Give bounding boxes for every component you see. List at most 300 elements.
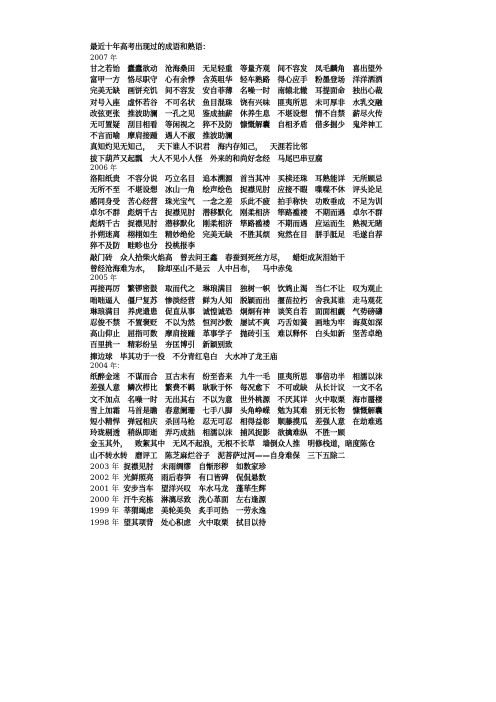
idiom: 炯炯有神	[240, 306, 270, 316]
year-label: 2003 年	[90, 461, 119, 471]
year-label: 2002 年	[90, 472, 119, 482]
idiom: 推波助澜	[202, 131, 233, 141]
idiom: 刚柔相济	[240, 207, 270, 217]
idiom-row	[90, 173, 480, 184]
idiom: 喋喋不休	[315, 185, 345, 195]
idiom: 差强人意	[315, 416, 345, 426]
idiom: 在劫难逃	[352, 416, 383, 426]
year-label: 1999 年	[90, 506, 119, 516]
idiom: 望其项背	[123, 517, 154, 527]
idiom: 琳琅满目	[90, 306, 120, 316]
idiom: 蠹蠹欲动	[127, 64, 158, 73]
idiom: 不足为训	[352, 196, 383, 206]
idiom: 春蚕到死丝方尽，	[225, 252, 285, 262]
idiom: 火中取栗	[198, 517, 229, 527]
idiom: 撺边球	[90, 351, 113, 361]
idiom: 大水冲了龙王庙	[225, 351, 278, 361]
idiom: 白头如新	[315, 329, 345, 339]
idiom-row	[90, 130, 480, 141]
idiom: 不分青红皂白	[172, 351, 218, 361]
idiom-row	[90, 252, 480, 263]
idiom: 耿耿于怀	[202, 383, 233, 393]
idiom: 繁费不羁	[165, 383, 195, 393]
idiom: 沧海桑田	[165, 64, 195, 73]
idiom: 鬼斧神工	[352, 119, 383, 129]
idiom: 情不自禁	[315, 108, 345, 118]
idiom: 无所不至	[90, 185, 120, 195]
idiom-row	[90, 63, 480, 74]
idiom-row	[90, 517, 480, 528]
idiom: 等量齐观	[240, 64, 270, 73]
idiom: 借多掘少	[315, 119, 345, 129]
idiom: 马尾巴串豆腐	[277, 153, 323, 163]
idiom-row	[90, 218, 480, 229]
idiom: 坚苦卓绝	[352, 329, 383, 339]
idiom: 揠苗拉朽	[277, 295, 308, 305]
idiom: 春意阑珊	[165, 405, 195, 415]
idiom: 忍俊不禁	[90, 317, 120, 327]
idiom: 不可或缺	[277, 383, 308, 393]
idiom: 稍纵即逝	[127, 428, 158, 438]
idiom: 名噪一时	[127, 394, 158, 404]
idiom: 真知灼见无知己，	[90, 142, 150, 152]
idiom: 顺藤摸瓜	[277, 416, 308, 426]
idiom: 得心应手	[277, 75, 308, 85]
idiom: 推波助澜	[127, 108, 158, 118]
idiom: 曾去问王鑫	[180, 252, 218, 262]
idiom: 美轮美奂	[161, 506, 191, 516]
idiom: 差强人意	[90, 383, 120, 393]
idiom-row	[90, 97, 480, 108]
idiom: 舍我其谁	[315, 295, 345, 305]
idiom: 天涯若比邻	[270, 142, 308, 152]
idiom: 轻车熟路	[240, 75, 270, 85]
idiom: 刚柔相济	[202, 218, 233, 228]
idiom: 毕其功于一役	[120, 351, 165, 361]
idiom: 捕风捉影	[240, 428, 270, 438]
idiom: 名噪一时	[240, 86, 270, 96]
idiom: 恪尽职守	[127, 75, 158, 85]
idiom: 精妙绝伦	[165, 230, 195, 240]
idiom: 明修栈道，暗度陈仓	[307, 439, 375, 449]
idiom: 诲莫如深	[352, 317, 383, 327]
idiom: 促直从事	[165, 306, 195, 316]
idiom: 毛遂自荐	[352, 230, 383, 240]
idiom-row	[90, 328, 480, 339]
idiom: 诚惶诚恐	[202, 306, 233, 316]
idiom: 墙倒众人推	[262, 439, 300, 449]
idiom: 含英咀华	[202, 75, 233, 85]
idiom: 恒河沙数	[202, 317, 233, 327]
idiom: 安步当车	[123, 484, 154, 494]
idiom: 冰山一角	[165, 185, 195, 195]
idiom-row	[90, 184, 480, 195]
idiom-row	[90, 382, 480, 393]
idiom: 畦畛也分	[127, 241, 158, 251]
idiom: 百里挑一	[90, 340, 120, 350]
idiom: 文不加点	[90, 394, 120, 404]
idiom: 有口皆碑	[198, 472, 229, 482]
idiom: 卓尔不群	[352, 207, 383, 217]
idiom: 不胜其烦	[240, 230, 270, 240]
idiom: 精彩纷呈	[127, 340, 158, 350]
idiom: 彪炳千古	[90, 218, 120, 228]
idiom: 扑朔迷离	[90, 230, 120, 240]
idiom: 匪夷所思	[277, 97, 308, 107]
idiom: 相濡以沫	[352, 372, 383, 382]
idiom-row	[90, 207, 480, 218]
idiom: 慷慨解囊	[240, 119, 270, 129]
idiom: 不可名状	[165, 97, 195, 107]
idiom: 走马观花	[352, 295, 383, 305]
idiom-row	[90, 405, 480, 416]
idiom: 气势磅礴	[352, 306, 383, 316]
idiom: 独树一帜	[240, 284, 270, 294]
idiom: 除却巫山不是云	[157, 263, 210, 273]
year-heading: 2007 年	[90, 53, 118, 62]
idiom: 雨后春笋	[161, 472, 191, 482]
idiom: 海市蜃楼	[352, 394, 383, 404]
idiom: 凤毛麟角	[315, 64, 345, 73]
idiom: 绘声绘色	[202, 185, 233, 195]
idiom: 熟视无睹	[352, 218, 383, 228]
idiom-row	[90, 505, 480, 516]
idiom: 革事学子	[202, 329, 233, 339]
idiom: 独出心裁	[352, 86, 383, 96]
idiom: 首当其冲	[240, 174, 270, 184]
idiom: 僵尸复苏	[127, 295, 158, 305]
idiom-row	[90, 153, 480, 164]
idiom: 自相矛盾	[277, 119, 308, 129]
idiom: 不期而遇	[315, 207, 345, 217]
idiom: 不堪设想	[277, 108, 308, 118]
idiom: 慷慨解囊	[352, 405, 383, 415]
idiom: 不厌其详	[277, 394, 308, 404]
idiom: 改弦更张	[90, 108, 120, 118]
idiom: 一念之差	[202, 196, 233, 206]
idiom: 自惭形秽	[198, 461, 229, 471]
idiom: 不期而遇	[277, 218, 308, 228]
idiom: 拭目以待	[236, 517, 266, 527]
idiom: 潜移默化	[202, 207, 233, 217]
idiom: 无出其右	[165, 394, 195, 404]
idiom: 巧立名目	[165, 174, 195, 184]
idiom: 纸醉金迷	[90, 372, 120, 382]
year-heading: 2006 年	[90, 163, 118, 172]
idiom: 新颖别致	[202, 340, 233, 350]
idiom-row	[90, 394, 480, 405]
idiom: 欲擒难纵	[277, 428, 308, 438]
idiom: 繁锣密鼓	[127, 284, 158, 294]
idiom: 再接再厉	[90, 284, 120, 294]
idiom: 取而代之	[165, 284, 195, 294]
idiom: 水乳交融	[352, 97, 383, 107]
idiom: 淋漓尽致	[161, 495, 191, 505]
idiom-row	[90, 108, 480, 119]
idiom: 巧舌如簧	[277, 317, 308, 327]
idiom: 难以释怀	[277, 329, 308, 339]
idiom: 忍无可忍	[202, 416, 233, 426]
idiom: 摩肩接踵	[127, 131, 158, 141]
idiom: 不言而喻	[90, 131, 120, 141]
idiom: 猝不及防	[90, 241, 120, 251]
idiom-row	[90, 483, 480, 494]
idiom-row	[90, 74, 480, 85]
idiom: 粉墨登场	[315, 75, 345, 85]
idiom: 如数家珍	[236, 461, 266, 471]
idiom: 筚路褴褛	[240, 218, 270, 228]
idiom: 汗牛充栋	[123, 495, 154, 505]
idiom: 乐此不疲	[240, 196, 270, 206]
idiom: 完美无缺	[202, 230, 233, 240]
idiom: 摩肩接踵	[165, 329, 195, 339]
idiom: 蜡炬成灰泪始干	[292, 252, 345, 262]
idiom-row	[90, 229, 480, 240]
idiom: 相濡以沫	[202, 428, 233, 438]
idiom: 鉴成抽薪	[202, 108, 233, 118]
idiom: 山不转水转	[90, 450, 128, 460]
idiom: 不堪设想	[127, 185, 158, 195]
idiom: 从长计议	[315, 383, 345, 393]
idiom: 车水马龙	[198, 484, 229, 494]
idiom: 间不容发	[277, 64, 308, 73]
idiom: 一孔之见	[165, 108, 195, 118]
idiom: 泥菩萨过河——自身难保	[217, 450, 300, 460]
idiom-row	[90, 240, 480, 251]
idiom: 面面相觑	[315, 306, 345, 316]
idiom: 苦心经营	[127, 196, 158, 206]
year-heading: 2004 年：	[90, 361, 125, 370]
idiom: 养虎遗患	[127, 306, 158, 316]
idiom-row	[90, 85, 480, 96]
idiom: 捉襟见肘	[240, 185, 270, 195]
idiom: 捉襟见肘	[123, 461, 154, 471]
idiom: 应接不暇	[277, 185, 308, 195]
idiom-row	[90, 306, 480, 317]
idiom: 不以为然	[165, 317, 195, 327]
idiom: 未雨绸缪	[161, 461, 191, 471]
idiom: 间不容发	[165, 86, 195, 96]
idiom: 马中赤兔	[262, 263, 293, 273]
idiom: 洛阳纸贵	[90, 174, 120, 184]
idiom: 功败垂成	[315, 196, 345, 206]
idiom: 相得益彰	[240, 416, 270, 426]
idiom: 左右逢源	[236, 495, 266, 505]
idiom-row	[90, 339, 480, 350]
idiom: 勉为其难	[277, 405, 308, 415]
idiom: 等闲视之	[165, 119, 195, 129]
year-heading: 2005 年	[90, 273, 118, 282]
idiom-row	[90, 263, 480, 274]
idiom: 评头论足	[352, 185, 383, 195]
idiom: 陈芝麻烂谷子	[165, 450, 210, 460]
idiom: 众人拾柴火焰高	[120, 252, 173, 262]
idiom: 耳熟能详	[315, 174, 345, 184]
idiom: 彪炳千古	[127, 207, 158, 217]
idiom-row	[90, 494, 480, 505]
idiom: 对号入座	[90, 97, 120, 107]
idiom: 甘之若饴	[90, 64, 120, 73]
idiom: 马首是瞻	[127, 405, 158, 415]
idiom: 匪夷所思	[277, 372, 308, 382]
idiom: 栩栩如生	[127, 230, 158, 240]
idiom: 刮目相看	[127, 119, 158, 129]
document-body	[90, 42, 480, 528]
idiom: 抛砖引玉	[240, 329, 270, 339]
idiom: 金玉其外，	[90, 439, 128, 449]
idiom: 咄咄逼人	[90, 295, 120, 305]
idiom: 休养生息	[240, 108, 270, 118]
idiom: 一劳永逸	[236, 506, 266, 516]
idiom: 耳提面命	[315, 86, 345, 96]
idiom: 杀回马枪	[165, 416, 195, 426]
idiom: 弄巧成拙	[165, 428, 195, 438]
idiom: 胼手胝足	[315, 230, 345, 240]
idiom: 短小精悍	[90, 416, 120, 426]
idiom-row	[90, 295, 480, 306]
idiom: 应运而生	[315, 218, 345, 228]
idiom: 屈指可数	[127, 329, 158, 339]
idiom: 鲜为人知	[202, 295, 233, 305]
idiom: 猝不及防	[202, 119, 233, 129]
idiom: 叹为观止	[352, 284, 383, 294]
idiom: 卓尔不群	[90, 207, 120, 217]
idiom: 不容分说	[127, 174, 158, 184]
idiom-row	[90, 283, 480, 294]
idiom: 画地为牢	[315, 317, 345, 327]
idiom: 侃侃悬数	[236, 472, 266, 482]
page-title: 最近十年高考出现过的成语和熟语：	[90, 42, 210, 51]
idiom: 完美无缺	[90, 86, 120, 96]
idiom-row	[90, 472, 480, 483]
idiom: 不胜一顾	[315, 428, 345, 438]
idiom: 惨淡经营	[165, 295, 195, 305]
year-label: 2000 年	[90, 495, 119, 505]
idiom: 遇人不淑	[165, 131, 195, 141]
idiom: 未可厚非	[315, 97, 345, 107]
idiom: 玲珑剔透	[90, 428, 120, 438]
idiom: 败絮其中	[135, 439, 165, 449]
idiom: 纷至沓来	[202, 372, 233, 382]
sections	[90, 54, 480, 528]
idiom: 潜移默化	[165, 218, 195, 228]
idiom-row	[90, 371, 480, 382]
idiom: 买椟还珠	[277, 174, 308, 184]
idiom: 磨评工	[135, 450, 158, 460]
idiom-row	[90, 416, 480, 427]
idiom: 高山仰止	[90, 329, 120, 339]
idiom: 不置褒贬	[127, 317, 158, 327]
idiom: 洋洋洒洒	[352, 75, 383, 85]
idiom-row	[90, 438, 480, 449]
idiom: 头角峥嵘	[240, 405, 270, 415]
idiom: 鳞次栉比	[127, 383, 158, 393]
idiom: 无风不起浪，无根不长草	[172, 439, 255, 449]
idiom: 无足轻重	[202, 64, 233, 73]
idiom: 敲门砖	[90, 252, 113, 262]
idiom: 富甲一方	[90, 75, 120, 85]
idiom: 处心积虑	[161, 517, 191, 527]
idiom: 不谋而合	[127, 372, 158, 382]
idiom: 炙手可热	[198, 506, 229, 516]
idiom: 喜出望外	[352, 64, 383, 73]
idiom: 拍手称快	[277, 196, 308, 206]
idiom: 屡试不爽	[240, 317, 270, 327]
idiom: 大人不见小人怪	[150, 153, 203, 163]
idiom: 当仁不让	[315, 284, 345, 294]
idiom: 夯匡博引	[165, 340, 195, 350]
idiom: 三下五除二	[307, 450, 345, 460]
idiom: 雪上加霜	[90, 405, 120, 415]
idiom: 七手八脚	[202, 405, 233, 415]
idiom: 捉襟见肘	[165, 207, 195, 217]
idiom: 人中吕布，	[217, 263, 255, 273]
idiom-row	[90, 141, 480, 152]
idiom: 宛然在目	[277, 230, 308, 240]
idiom: 捉襟见肘	[127, 218, 158, 228]
idiom: 琳琅满目	[202, 284, 233, 294]
idiom: 饶有兴味	[240, 97, 270, 107]
idiom: 投桃报李	[165, 241, 195, 251]
idiom-row	[90, 427, 480, 438]
idiom: 画饼充饥	[127, 86, 158, 96]
year-label: 1998 年	[90, 517, 119, 527]
idiom: 天下谁人不识君	[157, 142, 210, 152]
idiom: 脱颖而出	[240, 295, 270, 305]
idiom: 谈笑自若	[277, 306, 308, 316]
idiom: 望洋兴叹	[161, 484, 191, 494]
idiom: 鱼目混珠	[202, 97, 233, 107]
idiom-row	[90, 450, 480, 461]
idiom: 事倍功半	[315, 372, 345, 382]
idiom: 弹冠相庆	[127, 416, 158, 426]
idiom-row	[90, 317, 480, 328]
idiom: 追本溯源	[202, 174, 233, 184]
idiom: 饮鸩止渴	[277, 284, 308, 294]
idiom: 心有余悸	[165, 75, 195, 85]
idiom: 每况愈下	[240, 383, 270, 393]
idiom: 一文不名	[352, 383, 383, 393]
idiom-row	[90, 119, 480, 130]
idiom: 无所顾忌	[352, 174, 383, 184]
idiom: 拔下葫芦又起瓢	[90, 153, 143, 163]
idiom-row	[90, 351, 480, 362]
idiom: 洗心革面	[198, 495, 229, 505]
idiom: 感同身受	[90, 196, 120, 206]
idiom: 珠光宝气	[165, 196, 195, 206]
idiom: 外来的和尚好念经	[210, 153, 270, 163]
idiom: 南辕北辙	[277, 86, 308, 96]
idiom: 火中取栗	[315, 394, 345, 404]
idiom: 不以为意	[202, 394, 233, 404]
idiom-row	[90, 461, 480, 472]
idiom: 九牛一毛	[240, 372, 270, 382]
idiom: 薪尽火传	[352, 108, 383, 118]
idiom: 虚怀若谷	[127, 97, 158, 107]
idiom: 蓬荜生辉	[236, 484, 266, 494]
idiom: 筚路褴褛	[277, 207, 308, 217]
idiom: 别无长物	[315, 405, 345, 415]
year-label: 2001 年	[90, 484, 119, 494]
idiom: 世外桃源	[240, 394, 270, 404]
idiom-row	[90, 196, 480, 207]
idiom: 曾经沧海难为水，	[90, 263, 150, 273]
idiom: 安自菲薄	[202, 86, 233, 96]
idiom: 海内存知己，	[217, 142, 263, 152]
idiom: 无可置疑	[90, 119, 120, 129]
idiom: 亘古未有	[165, 372, 195, 382]
idiom: 莘猬竭虑	[123, 506, 154, 516]
